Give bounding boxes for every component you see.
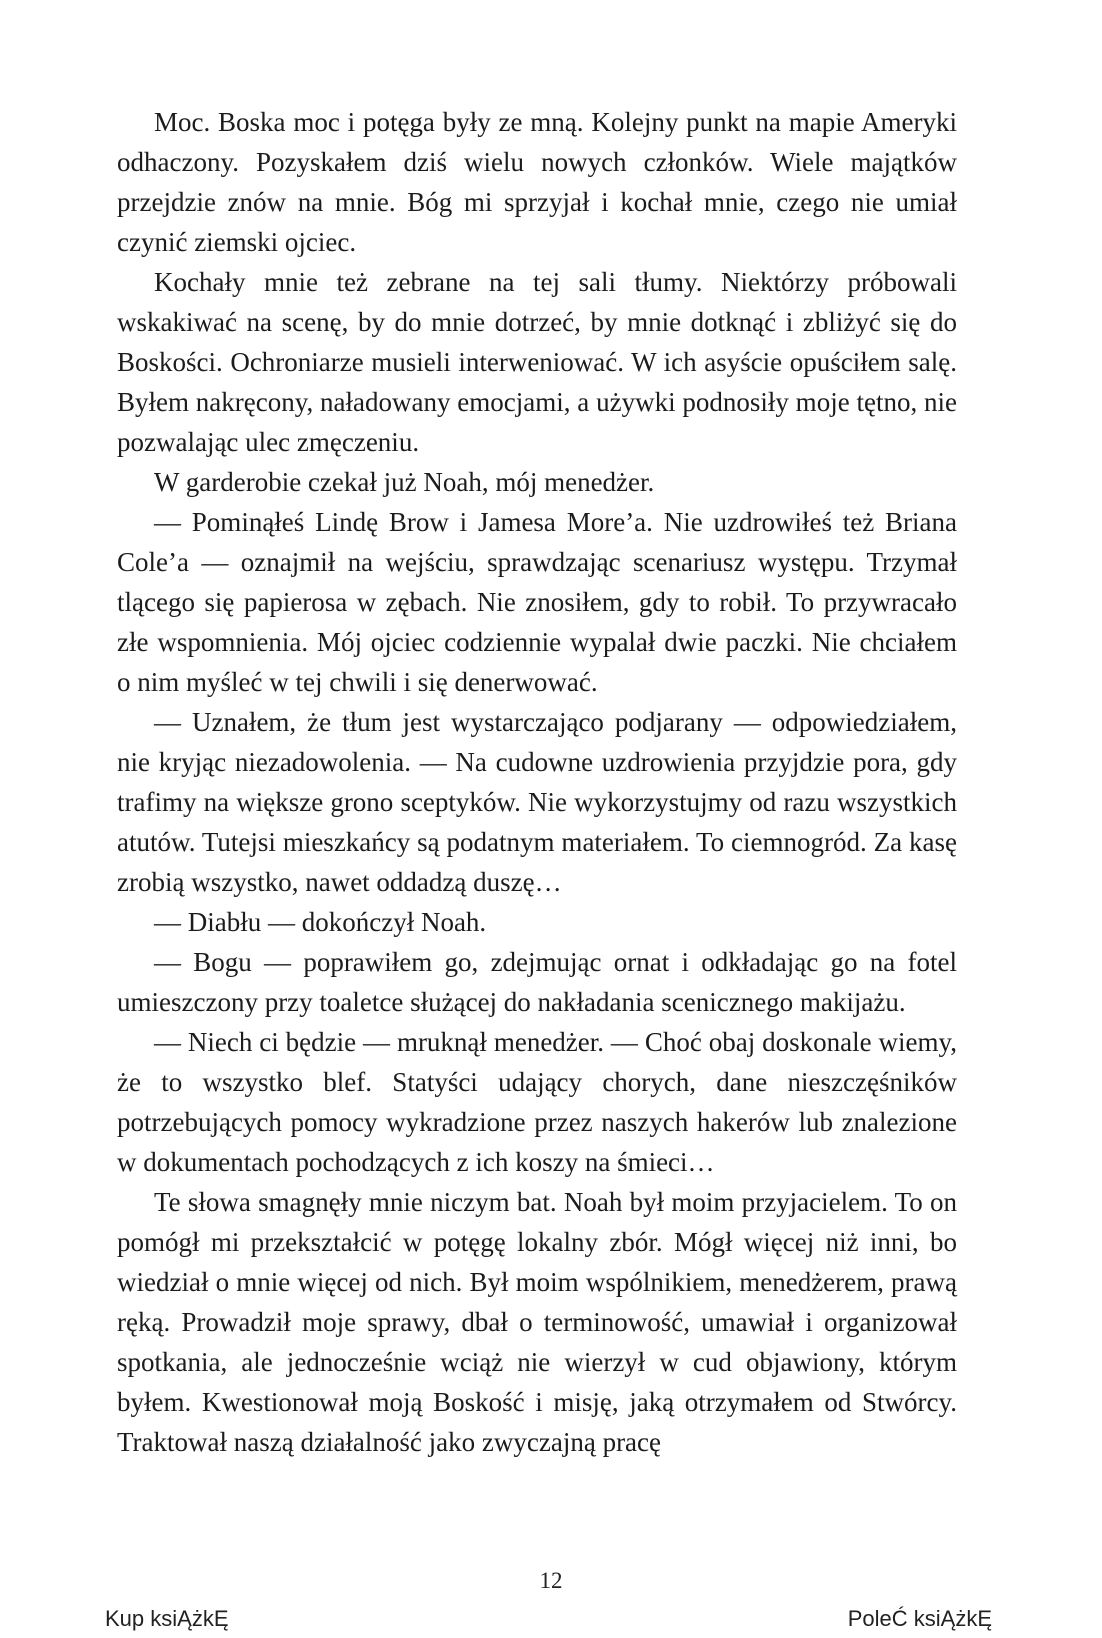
buy-book-link[interactable]: Kup ksiĄżkĘ (105, 1606, 229, 1631)
paragraph: — Diabłu — dokończył Noah. (154, 907, 487, 937)
paragraph: W garderobie czekał już Noah, mój menedżer. (154, 467, 655, 497)
paragraph: — Bogu — poprawiłem go, zdejmując ornat i odkładając go na fotel umieszczony przy toaletce służącej do nakładania scenicznego makijażu. (117, 947, 957, 1017)
paragraph: Te słowa smagnęły mnie niczym bat. Noah był moim przyjacielem. To on pomógł mi przekształcić w potęgę lokalny zbór. Mógł więcej niż inni, bo wiedział o mnie więcej od nich. Był moim wspólnikiem, menedżerem, prawą ręką. Prowadził moje sprawy, dbał o terminowość, umawiał i organizował spotkania, ale jednocześnie wciąż nie wierzył w cud objawiony, którym byłem. Kwestionował moją Boskość i misję, jaką otrzymałem od Stwórcy. Traktował naszą działalność jako zwyczajną pracę (117, 1187, 957, 1457)
recommend-book-link[interactable]: PoleĆ ksiĄżkĘ (847, 1606, 992, 1631)
paragraph: — Uznałem, że tłum jest wystarczająco podjarany — odpowiedziałem, nie kryjąc niezadowolenia. — Na cudowne uzdrowienia przyjdzie pora, gdy trafimy na większe grono sceptyków. Nie wykorzystujmy od razu wszystkich atutów. Tutejsi mieszkańcy są podatnym materiałem. To ciemnogród. Za kasę zrobią wszystko, nawet oddadzą duszę… (117, 707, 957, 897)
paragraph: Kochały mnie też zebrane na tej sali tłumy. Niektórzy próbowali wskakiwać na scenę, by do mnie dotrzeć, by mnie dotknąć i zbliżyć się do Boskości. Ochroniarze musieli interweniować. W ich asyście opuściłem salę. Byłem nakręcony, naładowany emocjami, a używki podnosiły moje tętno, nie pozwalając ulec zmęczeniu. (117, 267, 957, 457)
page-body-text (117, 102, 957, 1462)
paragraph: Moc. Boska moc i potęga były ze mną. Kolejny punkt na mapie Ameryki odhaczony. Pozyskałem dziś wielu nowych członków. Wiele majątków przejdzie znów na mnie. Bóg mi sprzyjał i kochał mnie, czego nie umiał czynić ziemski ojciec. (117, 107, 957, 257)
page-number: 12 (539, 1568, 563, 1593)
paragraph: — Niech ci będzie — mruknął menedżer. — Choć obaj doskonale wiemy, że to wszystko blef. Statyści udający chorych, dane nieszczęśników potrzebujących pomocy wykradzione przez naszych hakerów lub znalezione w dokumentach pochodzących z ich koszy na śmieci… (117, 1027, 957, 1177)
paragraph: — Pominąłeś Lindę Brow i Jamesa More’a. Nie uzdrowiłeś też Briana Cole’a — oznajmił na wejściu, sprawdzając scenariusz występu. Trzymał tlącego się papierosa w zębach. Nie znosiłem, gdy to robił. To przywracało złe wspomnienia. Mój ojciec codziennie wypalał dwie paczki. Nie chciałem o nim myśleć w tej chwili i się denerwować. (117, 507, 957, 697)
